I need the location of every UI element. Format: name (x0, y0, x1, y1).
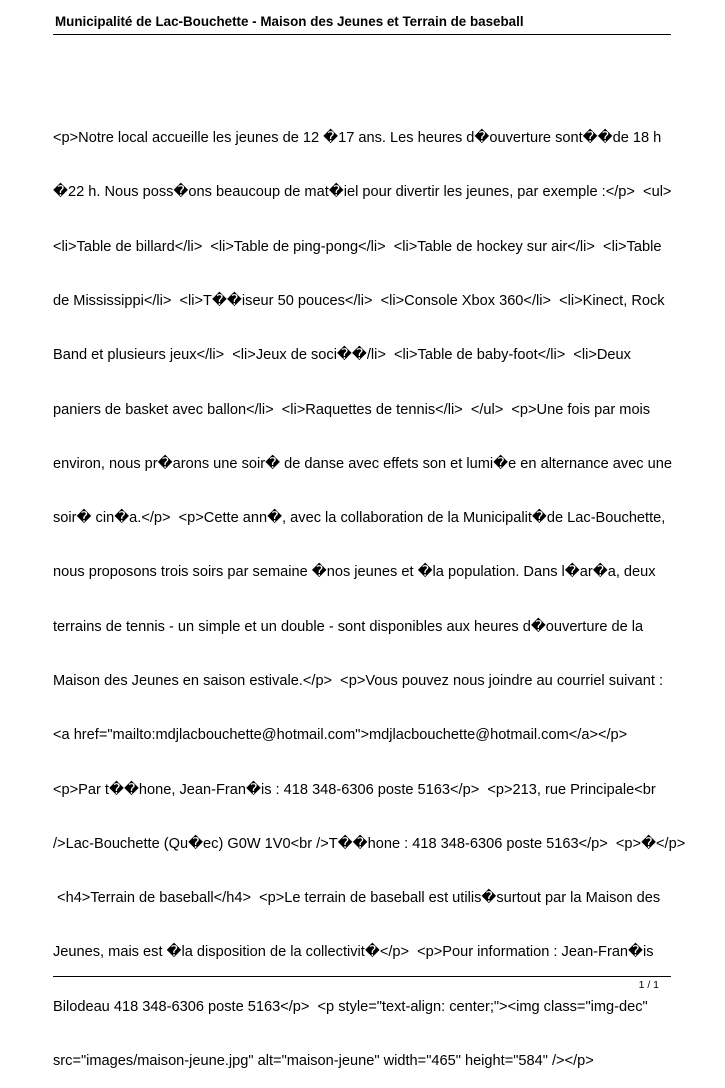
text-line: nous proposons trois soirs par semaine �nos jeunes et �la population. Dans l�ar�a, deux (53, 564, 656, 581)
text-line: <p>Notre local accueille les jeunes de 12 �17 ans. Les heures d�ouverture sont��de 18 h (53, 130, 662, 147)
text-line: <p>Par t��hone, Jean-Fran�is : 418 348-6306 poste 5163</p> <p>213, rue Principale<br (53, 781, 656, 798)
text-line: environ, nous pr�arons une soir� de danse avec effets son et lumi�e en alternance avec une (53, 455, 673, 472)
text-line: <li>Table de billard</li> <li>Table de ping-pong</li> <li>Table de hockey sur air</li> <li>Table (53, 238, 662, 255)
text-line: Band et plusieurs jeux</li> <li>Jeux de soci��/li> <li>Table de baby-foot</li> <li>Deux (53, 347, 631, 364)
page-number: 1 / 1 (638, 979, 659, 991)
text-line: �22 h. Nous poss�ons beaucoup de mat�iel pour divertir les jeunes, par exemple :</p> <ul> (53, 184, 672, 201)
page-header (53, 12, 671, 35)
text-line: <h4>Terrain de baseball</h4> <p>Le terrain de baseball est utilis�surtout par la Maison des (53, 890, 661, 907)
text-line: src="images/maison-jeune.jpg" alt="maison-jeune" width="465" height="584" /></p> (53, 1052, 594, 1069)
text-line: paniers de basket avec ballon</li> <li>Raquettes de tennis</li> </ul> <p>Une fois par mois (53, 401, 651, 418)
text-line: <a href="mailto:mdjlacbouchette@hotmail.com">mdjlacbouchette@hotmail.com</a></p> (53, 727, 628, 744)
text-line: Bilodeau 418 348-6306 poste 5163</p> <p style="text-align: center;"><img class="img-dec" (53, 998, 648, 1015)
text-line: />Lac-Bouchette (Qu�ec) G0W 1V0<br />T��hone : 418 348-6306 poste 5163</p> <p>�</p> (53, 835, 686, 852)
page-title: Municipalité de Lac-Bouchette - Maison des Jeunes et Terrain de baseball (55, 14, 524, 29)
text-line: soir� cin�a.</p> <p>Cette ann�, avec la collaboration de la Municipalit�de Lac-Bouchette, (53, 510, 666, 527)
text-line: Maison des Jeunes en saison estivale.</p> <p>Vous pouvez nous joindre au courriel suivant : (53, 673, 664, 689)
text-line: terrains de tennis - un simple et un double - sont disponibles aux heures d�ouverture de la (53, 618, 644, 635)
text-line: Jeunes, mais est �la disposition de la collectivit�</p> <p>Pour information : Jean-Fran�is (53, 944, 654, 961)
text-line: de Mississippi</li> <li>T��iseur 50 pouces</li> <li>Console Xbox 360</li> <li>Kinect, Rock (53, 293, 665, 310)
page-footer (53, 976, 671, 991)
body-text (53, 93, 686, 1088)
